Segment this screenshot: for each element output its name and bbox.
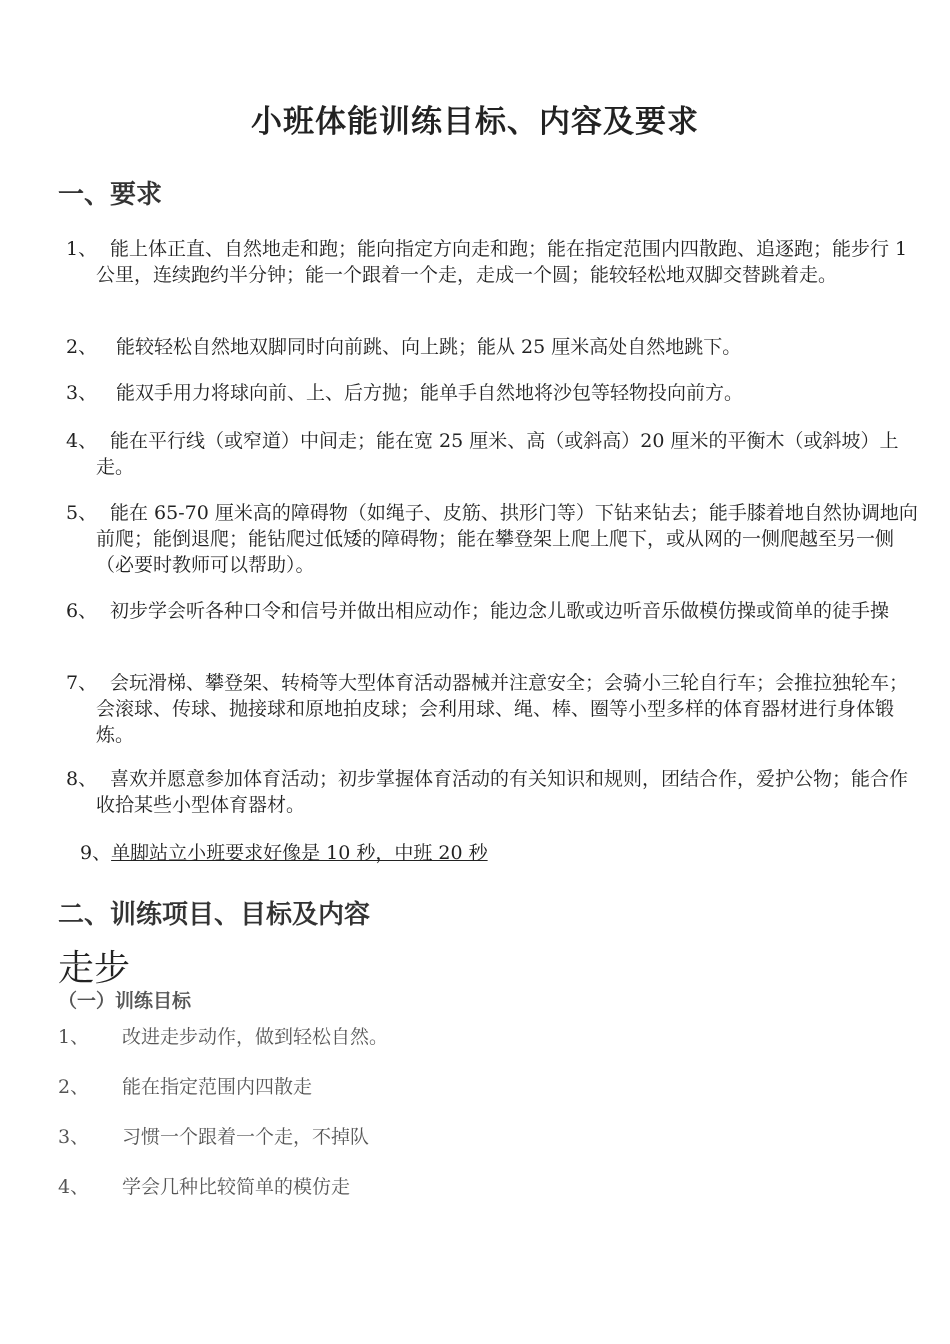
item-text: 会玩滑梯、攀登架、转椅等大型体育活动器械并注意安全；会骑小三轮自行车；会推拉独轮车；会滚球、传球、抛接球和原地拍皮球；会利用球、绳、棒、圈等小型多样的体育器材进行身体锻炼。 [96, 672, 909, 746]
item-text: 能较轻松自然地双脚同时向前跳、向上跳；能从 25 厘米高处自然地跳下。 [116, 336, 742, 358]
requirement-item [66, 236, 926, 288]
requirement-item [66, 670, 926, 748]
item-text: 初步学会听各种口令和信号并做出相应动作；能边念儿歌或边听音乐做模仿操或简单的徒手操 [110, 600, 890, 622]
requirement-item-note [80, 840, 488, 866]
item-text: 能在 65-70 厘米高的障碍物（如绳子、皮筋、拱形门等）下钻来钻去；能手膝着地自然协调地向前爬；能倒退爬；能钻爬过低矮的障碍物；能在攀登架上爬上爬下，或从网的一侧爬越至另一侧（必要时教师可以帮助）。 [96, 502, 918, 576]
item-number: 3、 [66, 382, 98, 404]
requirement-item [66, 334, 926, 360]
item-text-underlined: 单脚站立小班要求好像是 10 秒，中班 20 秒 [111, 842, 488, 864]
item-text: 改进走步动作，做到轻松自然。 [122, 1026, 389, 1048]
item-number: 4、 [58, 1176, 90, 1198]
item-text: 能在指定范围内四散走 [122, 1076, 313, 1098]
item-number: 9、 [80, 842, 112, 864]
item-text: 习惯一个跟着一个走，不掉队 [122, 1126, 370, 1148]
item-number: 4、 [66, 430, 98, 452]
item-number: 3、 [58, 1126, 90, 1148]
requirement-item [66, 380, 926, 406]
item-number: 6、 [66, 600, 98, 622]
item-text: 能上体正直、自然地走和跑；能向指定方向走和跑；能在指定范围内四散跑、追逐跑；能步行 1 公里，连续跑约半分钟；能一个跟着一个走，走成一个圆；能较轻松地双脚交替跳着走。 [96, 238, 908, 286]
section-heading-requirements: 一、要求 [58, 180, 163, 210]
item-text: 能在平行线（或窄道）中间走；能在宽 25 厘米、高（或斜高）20 厘米的平衡木（或斜坡）上走。 [96, 430, 899, 478]
item-text: 学会几种比较简单的模仿走 [122, 1176, 351, 1198]
requirement-item [66, 598, 926, 624]
requirement-item [66, 428, 926, 480]
subheading-training-goals: （一）训练目标 [58, 990, 192, 1012]
item-number: 5、 [66, 502, 98, 524]
item-number: 2、 [58, 1076, 90, 1098]
goal-item [58, 1174, 350, 1200]
requirement-item [66, 500, 926, 578]
item-text: 能双手用力将球向前、上、后方抛；能单手自然地将沙包等轻物投向前方。 [116, 382, 744, 404]
item-number: 1、 [66, 238, 98, 260]
item-number: 8、 [66, 768, 98, 790]
goal-item [58, 1124, 369, 1150]
item-number: 2、 [66, 336, 98, 358]
requirement-item [66, 766, 926, 818]
goal-item [58, 1024, 388, 1050]
item-number: 7、 [66, 672, 98, 694]
goal-item [58, 1074, 312, 1100]
walk-title: 走步 [58, 948, 131, 989]
item-text: 喜欢并愿意参加体育活动；初步掌握体育活动的有关知识和规则，团结合作，爱护公物；能合作收拾某些小型体育器材。 [96, 768, 909, 816]
item-number: 1、 [58, 1026, 90, 1048]
document-title: 小班体能训练目标、内容及要求 [251, 104, 699, 140]
section-heading-training: 二、训练项目、目标及内容 [58, 900, 371, 930]
